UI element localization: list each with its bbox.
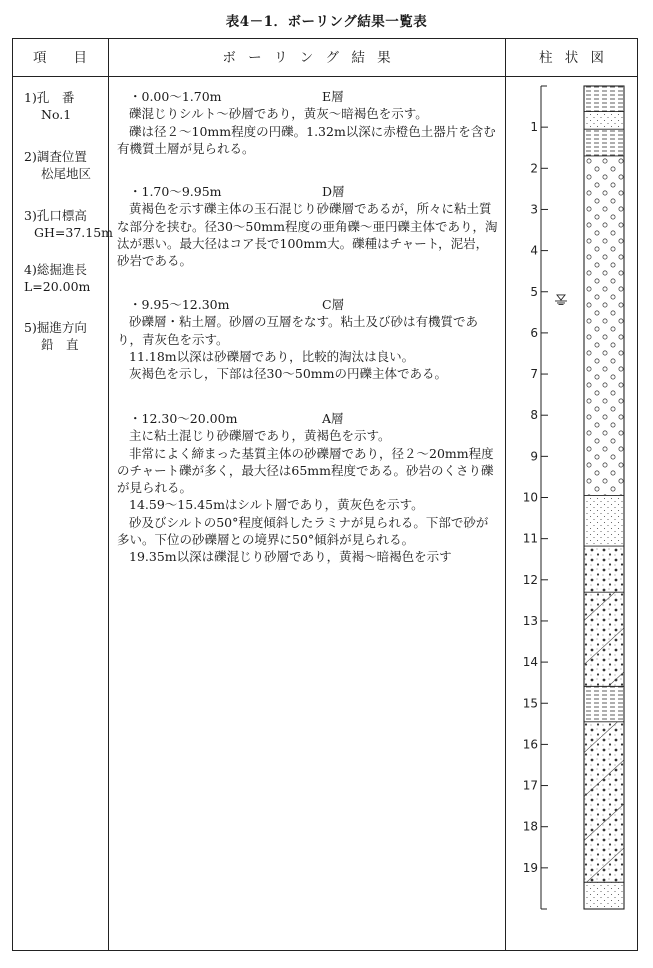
item-label: 5)掘進方向 (24, 320, 87, 335)
header-item: 項 目 (33, 50, 87, 66)
depth-tick-label: 3 (530, 202, 538, 217)
table-title: 表4－1．ボーリング結果一覧表 (225, 14, 428, 30)
item-location (24, 148, 91, 182)
depth-tick-label: 18 (522, 819, 538, 834)
water-level-icon (555, 295, 567, 305)
item-value: 松尾地区 (41, 166, 92, 181)
item-value: GH=37.15m (34, 225, 113, 240)
section-paragraph: 礫は径２～10mm程度の円礫。1.32m以深に赤橙色土器片を含む有機質土層が見られる。 (117, 123, 496, 156)
item-label: 3)孔口標高 (24, 208, 87, 223)
layer-fill-sand (584, 112, 624, 130)
section-paragraph: 19.35m以深は礫混じり砂層であり，黄褐～暗褐色を示す (129, 549, 452, 565)
depth-tick-label: 15 (522, 696, 538, 711)
layer-fill-sandy-gravel (584, 546, 624, 592)
header-result: ボ ー リ ン グ 結 果 (222, 50, 391, 66)
depth-tick-label: 11 (522, 531, 538, 546)
section-paragraph: 砂礫層・粘土層。砂層の互層をなす。粘土及び砂は有機質であり，青灰色を示す。 (117, 314, 479, 347)
layer-fill-laminated-gravel (584, 592, 624, 686)
header-column: 柱 状 図 (538, 50, 605, 66)
depth-range: ・1.70～9.95m (129, 184, 222, 199)
layer-fill-gravel (584, 156, 624, 495)
section-paragraph: 礫混じりシルト～砂層であり，黄灰～暗褐色を示す。 (129, 106, 428, 122)
section-header (117, 88, 499, 105)
depth-tick-label: 1 (530, 120, 538, 135)
section-paragraph: 砂及びシルトの50°程度傾斜したラミナが見られる。下部で砂が多い。下位の砂礫層との境界に50°傾斜が見られる。 (117, 514, 489, 548)
depth-tick-label: 4 (530, 243, 538, 258)
depth-axis (523, 86, 548, 909)
item-value: 鉛 直 (41, 337, 79, 352)
layer-fill-sand (584, 882, 624, 909)
section-paragraph: 黄褐色を示す礫主体の玉石混じり砂礫層であるが，所々に粘土質な部分を挟む。径30～50mm程度の亜角礫～亜円礫主体であり，淘汰が悪い。最大径はコア長で100mm大。礫種はチャート，泥岩，砂岩である。 (117, 201, 498, 269)
depth-tick-label: 12 (522, 572, 538, 587)
depth-range: ・12.30～20.00m (129, 411, 238, 426)
layer-name: A層 (322, 411, 344, 426)
item-value: L=20.00m (24, 279, 91, 294)
layer-name: D層 (322, 184, 345, 199)
item-value: No.1 (41, 107, 72, 122)
section-paragraph: 主に粘土混じり砂礫層であり，黄褐色を示す。 (129, 428, 391, 444)
item-label: 1)孔 番 (24, 90, 75, 105)
layer-fill-sand (584, 495, 624, 546)
item-elevation (24, 207, 113, 241)
depth-tick-label: 9 (530, 449, 538, 464)
section-paragraph: 灰褐色を示し，下部は径30～50mmの円礫主体である。 (129, 366, 448, 382)
depth-tick-label: 6 (530, 325, 538, 340)
section-header (117, 296, 499, 313)
layer-fill-laminated-gravel (584, 722, 624, 882)
depth-tick-label: 8 (530, 408, 538, 423)
layer-fill-silt (584, 86, 624, 112)
column-divider-1 (108, 38, 109, 951)
depth-tick-label: 7 (530, 367, 538, 382)
layer-name: C層 (322, 297, 345, 312)
depth-tick-label: 14 (522, 655, 538, 670)
boring-log-column (505, 77, 638, 950)
item-direction (24, 319, 87, 353)
section-paragraph: 11.18m以深は砂礫層であり，比較的淘汰は良い。 (129, 348, 415, 364)
item-hole-number (24, 89, 74, 123)
depth-tick-label: 10 (522, 490, 538, 505)
section-e-layer (117, 88, 499, 157)
section-c-layer (117, 296, 499, 382)
layer-fill-silt (584, 686, 624, 721)
layer-fill-silt (584, 129, 624, 156)
item-total-length (24, 261, 90, 295)
depth-tick-label: 16 (522, 737, 538, 752)
item-label: 2)調査位置 (24, 149, 87, 164)
section-d-layer (117, 183, 499, 269)
depth-tick-label: 5 (530, 284, 538, 299)
column-layers (584, 86, 624, 909)
depth-range: ・9.95～12.30m (129, 297, 230, 312)
item-label: 4)総掘進長 (24, 262, 87, 277)
depth-tick-label: 19 (522, 860, 538, 875)
depth-tick-label: 13 (522, 613, 538, 628)
depth-tick-label: 2 (530, 161, 538, 176)
section-paragraph: 非常によく締まった基質主体の砂礫層であり，径２～20mm程度のチャート礫が多く，最大径は65mm程度である。砂岩のくさり礫が見られる。 (117, 445, 494, 496)
section-header (117, 410, 499, 427)
section-paragraph: 14.59～15.45mはシルト層であり，黄灰色を示す。 (129, 497, 424, 513)
layer-name: E層 (322, 89, 344, 104)
section-header (117, 183, 499, 200)
depth-tick-label: 17 (522, 778, 538, 793)
water-level-marker (557, 295, 565, 300)
depth-range: ・0.00～1.70m (129, 89, 222, 104)
section-a-layer (117, 410, 499, 566)
